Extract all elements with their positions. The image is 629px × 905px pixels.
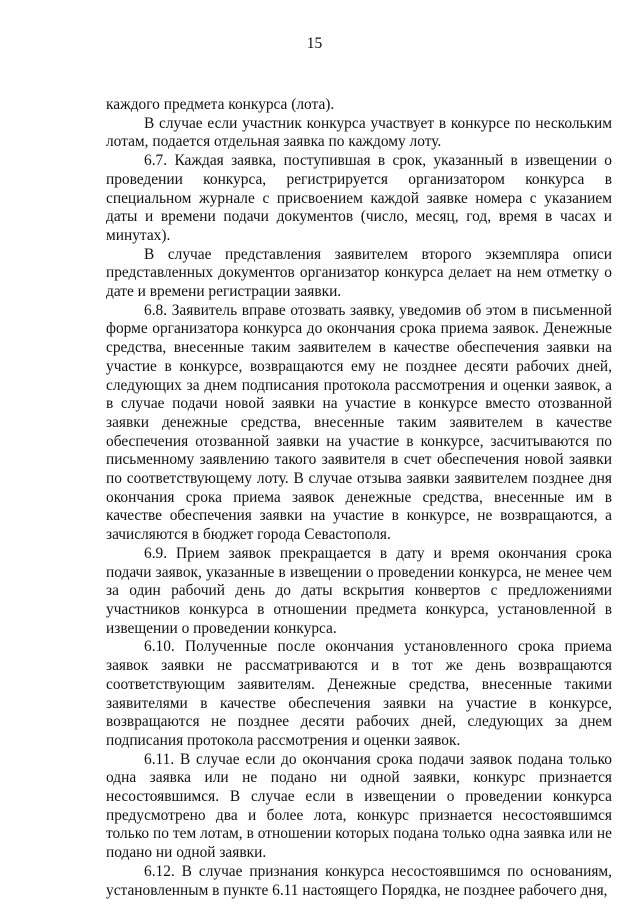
paragraph-6-8: 6.8. Заявитель вправе отозвать заявку, уведомив об этом в письменной форме организатора конкурса до окончания срока приема заявок. Денежные средства, внесенные таким заявителем в качестве обеспечения заявки на участие в конкурсе, возвращаются ему не позднее десяти рабочих дней, следующих за днем подписания протокола рассмотрения и оценки заявок, а в случае подачи новой заявки на участие в конкурсе вместо отозванной заявки денежные средства, внесенные таким заявителем в качестве обеспечения отозванной заявки на участие в конкурсе, засчитываются по письменному заявлению такого заявителя в счет обеспечения новой заявки по соответствующему лоту. В случае отзыва заявки заявителем позднее дня окончания срока приема заявок денежные средства, внесенные им в качестве обеспечения заявки на участие в конкурсе, не возвращаются, а зачисляются в бюджет города Севастополя.	[106, 301, 612, 544]
paragraph-6-7: 6.7. Каждая заявка, поступившая в срок, указанный в извещении о проведении конкурса, регистрируется организатором конкурса в специальном журнале с присвоением каждой заявке номера с указанием даты и времени подачи документов (число, месяц, год, время в часах и минутах).	[106, 152, 612, 244]
paragraph-second-copy: В случае представления заявителем второго экземпляра описи представленных документов организатор конкурса делает на нем отметку о дате и времени регистрации заявки.	[106, 245, 612, 301]
document-body	[106, 96, 612, 900]
paragraph-multiple-lots: В случае если участник конкурса участвует в конкурсе по нескольким лотам, подается отдельная заявка по каждому лоту.	[106, 114, 612, 151]
paragraph-6-10: 6.10. Полученные после окончания установленного срока приема заявок заявки не рассматриваются и в тот же день возвращаются соответствующим заявителям. Денежные средства, внесенные такими заявителями в качестве обеспечения заявки на участие в конкурсе, возвращаются не позднее десяти рабочих дней, следующих за днем подписания протокола рассмотрения и оценки заявок.	[106, 638, 612, 749]
paragraph-6-11: 6.11. В случае если до окончания срока подачи заявок подана только одна заявка или не подано ни одной заявки, конкурс признается несостоявшимся. В случае если в извещении о проведении конкурса предусмотрено два и более лота, конкурс признается несостоявшимся только по тем лотам, в отношении которых подана только одна заявка или не подано ни одной заявки.	[106, 750, 612, 862]
paragraph-6-12: 6.12. В случае признания конкурса несостоявшимся по основаниям, установленным в пункте 6.11 настоящего Порядка, не позднее рабочего дня,	[106, 862, 612, 899]
page-number: 15	[306, 35, 323, 52]
paragraph-6-9: 6.9. Прием заявок прекращается в дату и время окончания срока подачи заявок, указанные в извещении о проведении конкурса, не менее чем за один рабочий день до даты вскрытия конвертов с предложениями участников конкурса в отношении предмета конкурса, установленной в извещении о проведении конкурса.	[106, 544, 612, 637]
paragraph-continuation: каждого предмета конкурса (лота).	[106, 96, 335, 113]
